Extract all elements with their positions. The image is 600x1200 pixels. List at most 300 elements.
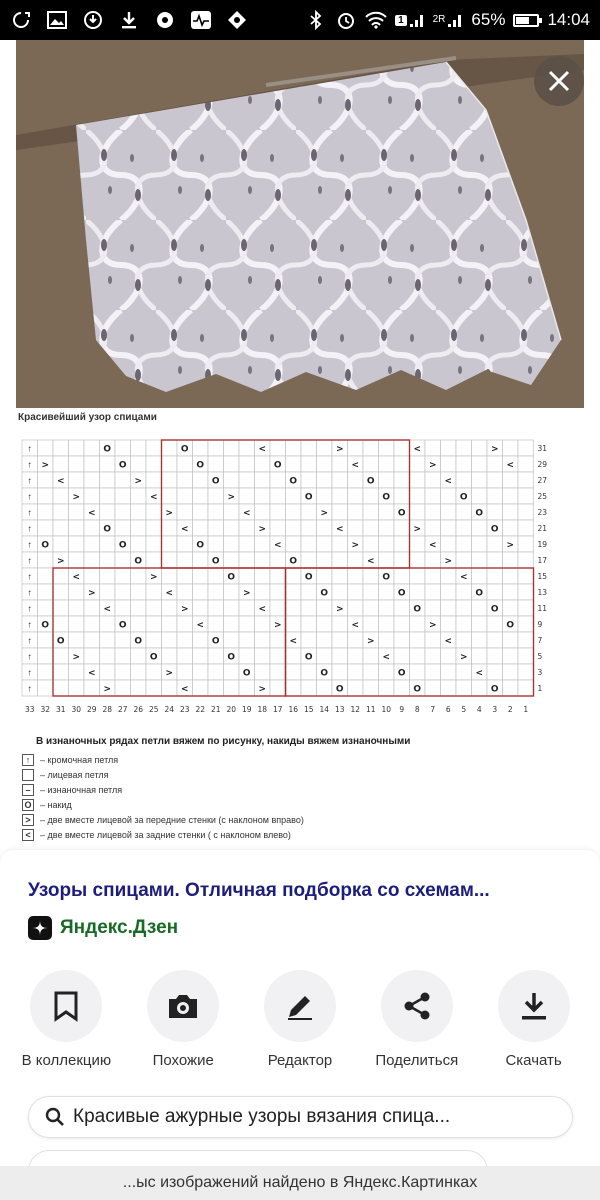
- grid-cell: [270, 504, 286, 520]
- stitch-symbol: >: [41, 460, 50, 471]
- grid-cell: [301, 536, 317, 552]
- pencil-icon: [285, 991, 315, 1021]
- grid-cell: [146, 632, 162, 648]
- column-number: 25: [148, 705, 159, 714]
- stitch-symbol: <: [258, 604, 267, 615]
- grid-cell: [286, 600, 302, 616]
- grid-cell: [146, 680, 162, 696]
- grid-cell: [38, 664, 54, 680]
- stitch-symbol: <: [351, 460, 360, 471]
- grid-cell: [301, 504, 317, 520]
- grid-cell: [487, 456, 503, 472]
- stitch-symbol: O: [103, 444, 112, 455]
- grid-cell: [332, 632, 348, 648]
- grid-cell: [146, 472, 162, 488]
- stitch-symbol: O: [382, 572, 391, 583]
- grid-cell: [410, 456, 426, 472]
- column-number: 3: [492, 705, 498, 714]
- grid-cell: [208, 488, 224, 504]
- stitch-symbol: >: [366, 636, 375, 647]
- stitch-symbol: >: [242, 588, 251, 599]
- grid-cell: [84, 680, 100, 696]
- grid-cell: [162, 520, 178, 536]
- legend-row: [22, 784, 122, 796]
- grid-cell: [131, 456, 147, 472]
- grid-cell: [456, 552, 472, 568]
- grid-cell: [487, 568, 503, 584]
- stitch-symbol: O: [397, 508, 406, 519]
- grid-cell: [162, 568, 178, 584]
- grid-cell: [239, 648, 255, 664]
- grid-cell: [317, 600, 333, 616]
- grid-cell: [456, 664, 472, 680]
- grid-cell: [270, 680, 286, 696]
- share-icon: [402, 991, 432, 1021]
- grid-cell: [53, 664, 69, 680]
- grid-cell: [224, 616, 240, 632]
- column-number: 32: [40, 705, 51, 714]
- stitch-symbol: <: [428, 540, 437, 551]
- edge-stitch-symbol: ↑: [27, 635, 32, 646]
- collection-button[interactable]: [11, 970, 121, 1069]
- grid-cell: [518, 504, 534, 520]
- edge-stitch-symbol: ↑: [27, 523, 32, 534]
- stitch-symbol: O: [103, 524, 112, 535]
- legend-row: [22, 829, 291, 841]
- grid-cell: [394, 440, 410, 456]
- edge-stitch-symbol: ↑: [27, 571, 32, 582]
- editor-button[interactable]: [245, 970, 355, 1069]
- stitch-symbol: <: [56, 476, 65, 487]
- grid-cell: [317, 440, 333, 456]
- column-number: 2: [507, 705, 513, 714]
- grid-cell: [38, 632, 54, 648]
- grid-cell: [317, 488, 333, 504]
- grid-cell: [115, 632, 131, 648]
- grid-cell: [363, 600, 379, 616]
- row-number: 21: [537, 524, 548, 534]
- stitch-symbol: <: [351, 620, 360, 631]
- grid-cell: [131, 536, 147, 552]
- grid-cell: [518, 648, 534, 664]
- grid-cell: [363, 616, 379, 632]
- stitch-symbol: O: [397, 668, 406, 679]
- grid-cell: [224, 584, 240, 600]
- stitch-symbol: >: [180, 604, 189, 615]
- zen-logo-icon: [28, 916, 52, 940]
- grid-cell: [441, 680, 457, 696]
- legend-title: В изнаночных рядах петли вяжем по рисунку, накиды вяжем изнаночными: [36, 736, 411, 747]
- column-number: 5: [461, 705, 467, 714]
- stitch-symbol: O: [459, 492, 468, 503]
- stitch-symbol: O: [413, 684, 422, 695]
- grid-cell: [456, 632, 472, 648]
- grid-cell: [84, 536, 100, 552]
- grid-cell: [379, 440, 395, 456]
- grid-cell: [208, 584, 224, 600]
- row-number: 7: [537, 636, 543, 646]
- result-title[interactable]: Узоры спицами. Отличная подборка со схемам...: [28, 880, 490, 901]
- grid-cell: [131, 568, 147, 584]
- source-link[interactable]: [28, 916, 178, 940]
- grid-cell: [224, 504, 240, 520]
- grid-cell: [301, 664, 317, 680]
- grid-cell: [410, 632, 426, 648]
- grid-cell: [332, 472, 348, 488]
- stitch-symbol: O: [366, 476, 375, 487]
- grid-cell: [53, 584, 69, 600]
- close-button[interactable]: [534, 56, 584, 106]
- edge-stitch-symbol: ↑: [27, 651, 32, 662]
- similar-button-label: Похожие: [152, 1052, 214, 1069]
- grid-cell: [394, 488, 410, 504]
- stitch-symbol: <: [87, 668, 96, 679]
- grid-cell: [239, 440, 255, 456]
- search-suggestion[interactable]: [28, 1096, 573, 1138]
- grid-cell: [410, 504, 426, 520]
- row-number: 9: [537, 620, 543, 630]
- grid-cell: [177, 488, 193, 504]
- grid-cell: [348, 440, 364, 456]
- stitch-symbol: <: [366, 556, 375, 567]
- column-number: 14: [319, 705, 330, 714]
- stitch-symbol: O: [490, 524, 499, 535]
- grid-cell: [518, 616, 534, 632]
- stitch-symbol: <: [444, 476, 453, 487]
- battery-icon: [513, 14, 539, 27]
- stitch-symbol: O: [289, 556, 298, 567]
- grid-cell: [487, 648, 503, 664]
- stitch-symbol: O: [320, 668, 329, 679]
- image-viewer[interactable]: [0, 40, 600, 850]
- grid-cell: [255, 552, 271, 568]
- grid-cell: [162, 632, 178, 648]
- grid-cell: [332, 664, 348, 680]
- grid-cell: [301, 440, 317, 456]
- grid-cell: [100, 456, 116, 472]
- grid-cell: [239, 520, 255, 536]
- grid-cell: [286, 536, 302, 552]
- grid-cell: [100, 552, 116, 568]
- share-button[interactable]: [362, 970, 472, 1069]
- results-count-bar: [0, 1166, 600, 1200]
- edge-stitch-symbol: ↑: [27, 683, 32, 694]
- grid-cell: [69, 472, 85, 488]
- grid-cell: [193, 680, 209, 696]
- grid-cell: [115, 680, 131, 696]
- grid-cell: [239, 472, 255, 488]
- source-name: Яндекс.Дзен: [60, 917, 179, 938]
- grid-cell: [131, 440, 147, 456]
- grid-cell: [69, 456, 85, 472]
- grid-cell: [162, 488, 178, 504]
- grid-cell: [177, 456, 193, 472]
- column-number: 6: [445, 705, 451, 714]
- search-suggestion-text: Красивые ажурные узоры вязания спица...: [73, 1106, 451, 1127]
- grid-cell: [53, 568, 69, 584]
- grid-cell: [379, 616, 395, 632]
- edge-stitch-symbol: ↑: [27, 603, 32, 614]
- grid-cell: [472, 536, 488, 552]
- legend-text: – изнаночная петля: [40, 785, 123, 795]
- grid-cell: [69, 584, 85, 600]
- grid-cell: [379, 520, 395, 536]
- stitch-symbol: >: [273, 620, 282, 631]
- grid-cell: [425, 568, 441, 584]
- grid-cell: [270, 664, 286, 680]
- grid-cell: [255, 472, 271, 488]
- edge-stitch-symbol: ↑: [27, 539, 32, 550]
- grid-cell: [193, 600, 209, 616]
- grid-cell: [224, 632, 240, 648]
- grid-cell: [348, 632, 364, 648]
- grid-cell: [84, 552, 100, 568]
- download-icon: [520, 991, 548, 1021]
- stitch-symbol: <: [242, 508, 251, 519]
- grid-cell: [69, 552, 85, 568]
- sim-badge: 1: [395, 12, 425, 28]
- notification-icons: [10, 9, 248, 31]
- legend-row: [22, 754, 118, 766]
- grid-cell: [425, 680, 441, 696]
- column-number: 23: [179, 705, 190, 714]
- grid-cell: [472, 552, 488, 568]
- grid-cell: [38, 600, 54, 616]
- grid-cell: [224, 520, 240, 536]
- column-number: 26: [133, 705, 144, 714]
- grid-cell: [379, 456, 395, 472]
- grid-cell: [255, 584, 271, 600]
- grid-cell: [441, 488, 457, 504]
- grid-cell: [286, 456, 302, 472]
- battery-percent: 65%: [471, 10, 506, 29]
- grid-cell: [239, 488, 255, 504]
- grid-cell: [162, 456, 178, 472]
- grid-cell: [394, 568, 410, 584]
- grid-cell: [503, 600, 519, 616]
- stitch-symbol: <: [506, 460, 515, 471]
- column-number: 20: [226, 705, 237, 714]
- stitch-symbol: O: [490, 684, 499, 695]
- grid-cell: [286, 584, 302, 600]
- grid-cell: [69, 632, 85, 648]
- grid-cell: [332, 536, 348, 552]
- grid-cell: [255, 456, 271, 472]
- grid-cell: [472, 472, 488, 488]
- knitting-chart: [16, 408, 584, 848]
- stitch-symbol: >: [258, 684, 267, 695]
- grid-cell: [301, 520, 317, 536]
- grid-cell: [317, 456, 333, 472]
- grid-cell: [332, 504, 348, 520]
- grid-cell: [472, 632, 488, 648]
- grid-cell: [38, 648, 54, 664]
- similar-button[interactable]: [128, 970, 238, 1069]
- grid-cell: [441, 648, 457, 664]
- alarm-icon: [335, 9, 357, 31]
- stitch-symbol: O: [242, 668, 251, 679]
- grid-cell: [286, 440, 302, 456]
- grid-cell: [348, 648, 364, 664]
- grid-cell: [332, 456, 348, 472]
- grid-cell: [348, 520, 364, 536]
- grid-cell: [270, 584, 286, 600]
- grid-cell: [441, 584, 457, 600]
- grid-cell: [503, 472, 519, 488]
- stitch-symbol: O: [506, 620, 515, 631]
- grid-cell: [363, 664, 379, 680]
- grid-cell: [332, 584, 348, 600]
- row-number: 17: [537, 556, 548, 566]
- grid-cell: [100, 648, 116, 664]
- legend-symbol: <: [22, 829, 34, 841]
- grid-cell: [177, 472, 193, 488]
- grid-cell: [425, 648, 441, 664]
- grid-cell: [332, 488, 348, 504]
- grid-cell: [472, 440, 488, 456]
- grid-cell: [503, 632, 519, 648]
- grid-cell: [193, 472, 209, 488]
- grid-cell: [425, 488, 441, 504]
- row-number: 5: [537, 652, 543, 662]
- grid-cell: [472, 648, 488, 664]
- stitch-symbol: O: [211, 556, 220, 567]
- grid-cell: [363, 440, 379, 456]
- legend-symbol: –: [22, 784, 34, 796]
- stitch-symbol: O: [320, 588, 329, 599]
- grid-cell: [410, 552, 426, 568]
- stitch-symbol: O: [118, 460, 127, 471]
- grid-cell: [146, 600, 162, 616]
- grid-cell: [53, 456, 69, 472]
- stitch-symbol: O: [304, 492, 313, 503]
- stitch-symbol: <: [196, 620, 205, 631]
- grid-cell: [456, 584, 472, 600]
- grid-cell: [193, 584, 209, 600]
- grid-cell: [301, 472, 317, 488]
- column-number: 27: [117, 705, 128, 714]
- grid-cell: [441, 520, 457, 536]
- column-number: 1: [523, 705, 529, 714]
- stitch-symbol: O: [134, 636, 143, 647]
- stitch-symbol: >: [506, 540, 515, 551]
- column-number: 7: [430, 705, 436, 714]
- grid-cell: [379, 632, 395, 648]
- edge-stitch-symbol: ↑: [27, 555, 32, 566]
- legend-text: – лицевая петля: [40, 770, 109, 780]
- grid-cell: [379, 504, 395, 520]
- grid-cell: [208, 440, 224, 456]
- row-number: 13: [537, 588, 548, 598]
- grid-cell: [472, 488, 488, 504]
- stitch-symbol: O: [382, 492, 391, 503]
- stitch-symbol: <: [413, 444, 422, 455]
- grid-cell: [208, 680, 224, 696]
- column-number: 11: [365, 705, 376, 714]
- grid-cell: [379, 680, 395, 696]
- stitch-symbol: >: [134, 476, 143, 487]
- stitch-symbol: >: [351, 540, 360, 551]
- legend-row: [22, 769, 109, 781]
- grid-cell: [84, 440, 100, 456]
- grid-cell: [224, 472, 240, 488]
- grid-cell: [177, 552, 193, 568]
- grid-cell: [286, 680, 302, 696]
- grid-cell: [131, 504, 147, 520]
- grid-cell: [503, 552, 519, 568]
- download-button[interactable]: [479, 970, 589, 1069]
- grid-cell: [100, 536, 116, 552]
- grid-cell: [363, 504, 379, 520]
- grid-cell: [472, 520, 488, 536]
- stitch-symbol: <: [103, 604, 112, 615]
- row-number: 15: [537, 572, 548, 582]
- grid-cell: [162, 440, 178, 456]
- column-number: 29: [86, 705, 97, 714]
- grid-cell: [177, 616, 193, 632]
- row-number: 29: [537, 460, 548, 470]
- grid-cell: [348, 600, 364, 616]
- stitch-symbol: <: [335, 524, 344, 535]
- grid-cell: [53, 488, 69, 504]
- wifi-icon: [365, 9, 387, 31]
- grid-cell: [487, 504, 503, 520]
- stitch-symbol: >: [72, 492, 81, 503]
- grid-cell: [131, 664, 147, 680]
- grid-cell: [286, 664, 302, 680]
- grid-cell: [301, 632, 317, 648]
- grid-cell: [487, 472, 503, 488]
- stitch-symbol: O: [118, 540, 127, 551]
- stitch-symbol: >: [56, 556, 65, 567]
- similar-button-circle: [147, 970, 219, 1042]
- stitch-symbol: >: [459, 652, 468, 663]
- grid-cell: [518, 536, 534, 552]
- grid-cell: [193, 552, 209, 568]
- bluetooth-icon: [305, 9, 327, 31]
- grid-cell: [177, 664, 193, 680]
- camera-icon: [166, 991, 200, 1021]
- grid-cell: [301, 616, 317, 632]
- column-number: 10: [381, 705, 392, 714]
- close-icon: [548, 70, 570, 92]
- grid-cell: [38, 504, 54, 520]
- stitch-symbol: <: [72, 572, 81, 583]
- grid-cell: [363, 648, 379, 664]
- row-number: 25: [537, 492, 548, 502]
- stitch-symbol: O: [149, 652, 158, 663]
- stitch-symbol: >: [320, 508, 329, 519]
- grid-cell: [317, 536, 333, 552]
- edge-stitch-symbol: ↑: [27, 459, 32, 470]
- grid-cell: [146, 664, 162, 680]
- stitch-symbol: O: [41, 620, 50, 631]
- stitch-symbol: >: [428, 460, 437, 471]
- grid-cell: [162, 552, 178, 568]
- grid-cell: [100, 632, 116, 648]
- grid-cell: [503, 584, 519, 600]
- grid-cell: [410, 616, 426, 632]
- signal-icon: [409, 12, 425, 28]
- grid-cell: [270, 648, 286, 664]
- grid-cell: [363, 520, 379, 536]
- column-number: 8: [414, 705, 420, 714]
- grid-cell: [379, 536, 395, 552]
- grid-cell: [270, 632, 286, 648]
- grid-cell: [255, 664, 271, 680]
- grid-cell: [503, 488, 519, 504]
- column-number: 15: [303, 705, 314, 714]
